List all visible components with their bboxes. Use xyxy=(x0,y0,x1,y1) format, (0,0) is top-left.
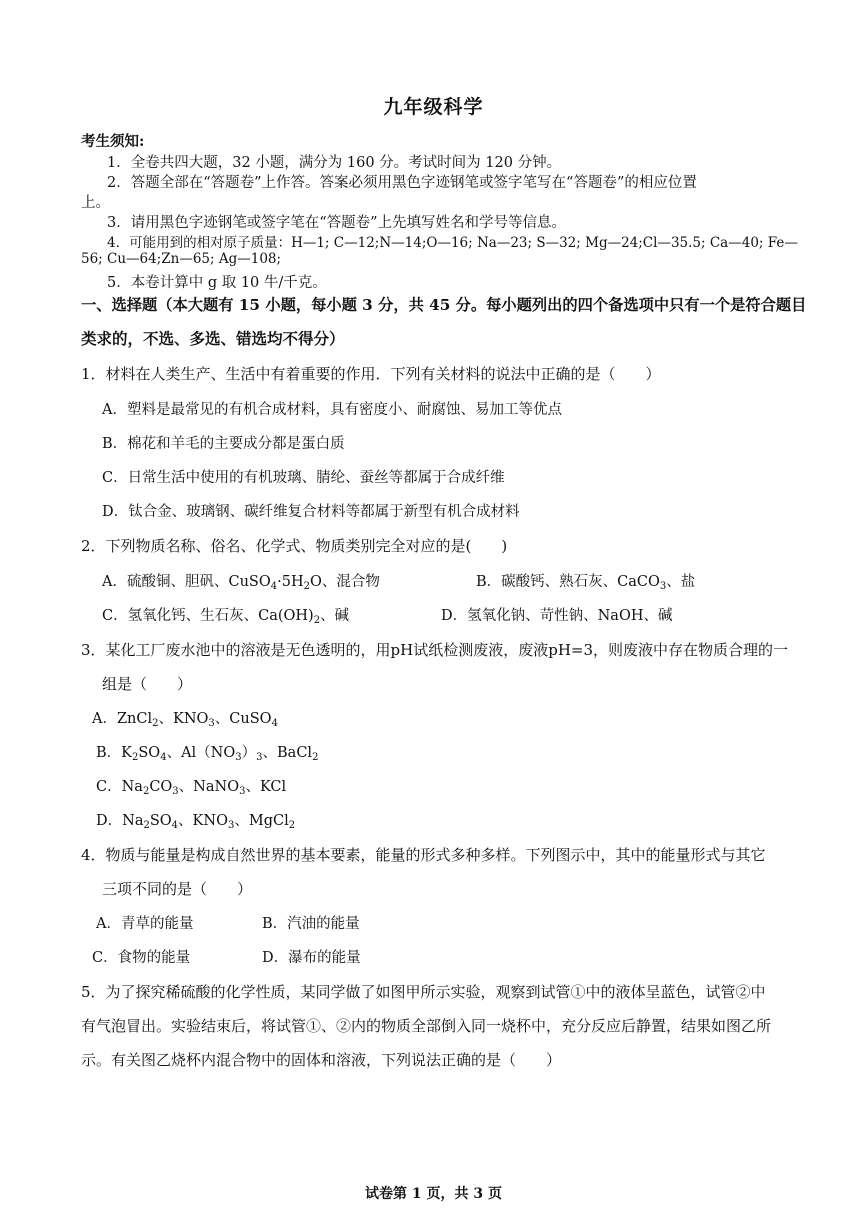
question-4-option-c: C．食物的能量 xyxy=(92,950,191,966)
subscript: 4 xyxy=(171,820,179,831)
subscript: 2 xyxy=(313,615,321,626)
question-3-option-b xyxy=(96,741,318,762)
notice-item-4-cont: 56; Cu—64;Zn—65; Ag—108; xyxy=(81,251,282,267)
subscript: 2 xyxy=(312,752,319,763)
question-4-stem-line2: 三项不同的是（ ） xyxy=(102,880,253,898)
q3-b-text: ） xyxy=(241,745,257,761)
subscript: 3 xyxy=(208,718,215,729)
notice-item-5: 5．本卷计算中 g 取 10 牛/千克。 xyxy=(107,275,327,291)
notice-item-2-cont: 上。 xyxy=(81,195,110,211)
question-2-option-d: D．氢氧化钠、苛性钠、NaOH、碱 xyxy=(441,608,673,624)
question-3-stem-line2: 组是（ ） xyxy=(102,675,193,693)
subscript: 3 xyxy=(172,786,179,797)
q3-a-text: 、CuSO xyxy=(214,711,272,727)
q2-b-text: 、盐 xyxy=(666,574,696,590)
question-5-stem-line3: 示。有关图乙烧杯内混合物中的固体和溶液，下列说法正确的是（ ） xyxy=(81,1051,562,1069)
question-1-option-b: B．棉花和羊毛的主要成分都是蛋白质 xyxy=(102,436,345,452)
question-2-option-c xyxy=(102,604,349,625)
q2-b-text: B．碳酸钙、熟石灰、CaCO xyxy=(476,574,660,590)
question-4-option-d: D．瀑布的能量 xyxy=(262,950,361,966)
q3-d-text: 、MgCl xyxy=(234,813,289,829)
q2-c-text: C．氢氧化钙、生石灰、Ca(OH) xyxy=(102,608,314,624)
question-4-stem-line1: 4．物质与能量是构成自然世界的基本要素，能量的形式多种多样。下列图示中，其中的能量形式与其它 xyxy=(81,846,766,864)
question-5-stem-line1: 5．为了探究稀硫酸的化学性质，某同学做了如图甲所示实验，观察到试管①中的液体呈蓝色，试管②中 xyxy=(81,983,766,1001)
q2-c-text: 、碱 xyxy=(320,608,350,624)
question-1-stem: 1．材料在人类生产、生活中有着重要的作用．下列有关材料的说法中正确的是（ ） xyxy=(81,365,661,383)
q3-b-text: SO xyxy=(138,745,161,761)
subscript: 4 xyxy=(160,752,167,763)
subscript: 2 xyxy=(303,581,310,592)
question-3-option-d xyxy=(96,809,295,830)
page-title: 九年级科学 xyxy=(383,96,484,118)
question-3-option-a xyxy=(92,707,278,728)
question-1-option-a: A．塑料是最常见的有机合成材料，具有密度小、耐腐蚀、易加工等优点 xyxy=(102,402,562,418)
q3-c-text: 、KCl xyxy=(245,779,287,795)
question-2-stem: 2．下列物质名称、俗名、化学式、物质类别完全对应的是( ) xyxy=(81,537,508,555)
notice-heading: 考生须知: xyxy=(81,133,145,150)
q2-a-text: O、混合物 xyxy=(309,574,380,590)
subscript: 3 xyxy=(227,820,235,831)
subscript: 2 xyxy=(152,718,159,729)
subscript: 4 xyxy=(270,581,278,592)
notice-item-2: 2．答题全部在“答题卷”上作答。答案必须用黑色字迹钢笔或签字笔写在“答题卷”的相应位置 xyxy=(107,175,697,191)
subscript: 3 xyxy=(659,581,667,592)
question-2-option-b xyxy=(476,570,695,591)
question-3-stem-line1: 3．某化工厂废水池中的溶液是无色透明的，用pH试纸检测废液，废液pH=3，则废液中存在物质合理的一 xyxy=(81,641,789,659)
q3-c-text: 、NaNO xyxy=(178,779,240,795)
q3-a-text: A．ZnCl xyxy=(92,711,153,727)
q2-a-text: ·5H xyxy=(277,574,304,590)
subscript: 2 xyxy=(142,786,150,797)
q3-d-text: SO xyxy=(149,813,172,829)
question-3-option-c xyxy=(96,775,286,796)
question-5-stem-line2: 有气泡冒出。实验结束后，将试管①、②内的物质全部倒入同一烧杯中，充分反应后静置，结果如图乙所 xyxy=(81,1017,772,1035)
q3-d-text: 、KNO xyxy=(178,813,228,829)
q3-d-text: D．Na xyxy=(96,813,144,829)
subscript: 3 xyxy=(235,752,242,763)
question-1-option-c: C．日常生活中使用的有机玻璃、腈纶、蚕丝等都属于合成纤维 xyxy=(102,470,505,486)
q3-b-text: 、Al（NO xyxy=(166,745,236,761)
question-4-option-a: A．青草的能量 xyxy=(96,916,194,932)
subscript: 4 xyxy=(271,718,278,729)
subscript: 3 xyxy=(256,752,263,763)
notice-item-1: 1．全卷共四大题，32 小题，满分为 160 分。考试时间为 120 分钟。 xyxy=(107,155,562,171)
page-footer: 试卷第 1 页，共 3 页 xyxy=(365,1186,502,1202)
question-1-option-d: D．钛合金、玻璃钢、碳纤维复合材料等都属于新型有机合成材料 xyxy=(102,504,520,520)
q3-b-text: B．K xyxy=(96,745,132,761)
subscript: 2 xyxy=(132,752,139,763)
section-heading-line1: 一、选择题（本大题有 15 小题，每小题 3 分，共 45 分。每小题列出的四个备选项中只有一个是符合题目 xyxy=(81,296,807,314)
subscript: 2 xyxy=(143,820,150,831)
notice-item-3: 3．请用黑色字迹钢笔或签字笔在“答题卷”上先填写姓名和学号等信息。 xyxy=(107,215,567,231)
subscript: 3 xyxy=(239,786,246,797)
question-4-option-b: B．汽油的能量 xyxy=(262,916,360,932)
q3-a-text: 、KNO xyxy=(158,711,209,727)
subscript: 2 xyxy=(288,820,296,831)
q3-c-text: C．Na xyxy=(96,779,143,795)
section-heading-line2: 类求的，不选、多选、错选均不得分） xyxy=(81,329,345,348)
q3-c-text: CO xyxy=(149,779,173,795)
q3-b-text: 、BaCl xyxy=(262,745,313,761)
question-2-option-a xyxy=(102,570,380,591)
q2-a-text: A．硫酸铜、胆矾、CuSO xyxy=(102,574,271,590)
notice-item-4: 4．可能用到的相对原子质量：H—1; C—12;N—14;O—16; Na—23; S—32; Mg—24;Cl—35.5; Ca—40; Fe— xyxy=(107,235,798,251)
